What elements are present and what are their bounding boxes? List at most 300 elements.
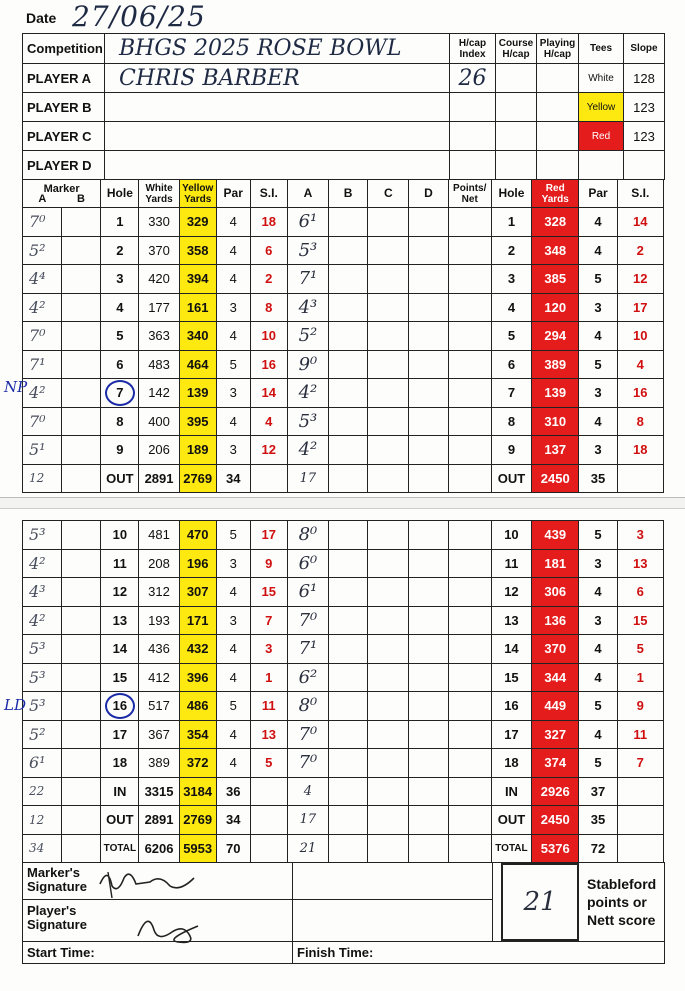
stroke-index: 5 [250, 749, 287, 778]
hole-number: 6 [101, 350, 139, 379]
hole-number-right: 5 [491, 322, 531, 351]
player-b-score [329, 635, 368, 664]
hole-row [23, 635, 664, 664]
points-net [448, 293, 491, 322]
player-a-total: 21 [287, 834, 328, 863]
hole-row [23, 749, 664, 778]
marker-b-score [62, 379, 101, 408]
hole-number: 4 [101, 293, 139, 322]
player-b-score [329, 322, 368, 351]
yellow-yards: 464 [179, 350, 216, 379]
hole-number: 2 [101, 236, 139, 265]
marker-b-score [62, 606, 101, 635]
red-yards: 389 [532, 350, 579, 379]
hole-number-right: 2 [491, 236, 531, 265]
points-total [448, 834, 491, 863]
white-total: 2891 [139, 464, 179, 493]
stroke-index: 10 [250, 322, 287, 351]
player-b-col-header: B [329, 180, 368, 208]
red-stroke-index: 9 [617, 692, 663, 721]
red-si-empty [617, 464, 663, 493]
finish-time-label: Finish Time: [293, 942, 665, 964]
marker-a-score: 4² [23, 379, 62, 408]
red-par: 4 [579, 635, 617, 664]
red-par: 5 [579, 692, 617, 721]
marker-b-score [62, 436, 101, 465]
red-stroke-index: 16 [617, 379, 663, 408]
player-d-total [409, 806, 448, 835]
score-value: 21 [523, 887, 557, 917]
red-par-header: Par [579, 180, 617, 208]
marker-a-score: 5² [23, 236, 62, 265]
red-stroke-index: 8 [617, 407, 663, 436]
red-si-empty [617, 806, 663, 835]
marker-total: 12 [23, 464, 62, 493]
red-yards: 344 [532, 663, 579, 692]
player-c-score [368, 265, 409, 294]
player-b-score [329, 692, 368, 721]
hole-number [101, 692, 139, 721]
marker-a-score: 4² [23, 606, 62, 635]
player-d-name [105, 151, 450, 180]
points-net [448, 265, 491, 294]
player-a-score: 6² [287, 663, 328, 692]
stroke-index: 1 [250, 663, 287, 692]
red-stroke-index: 10 [617, 322, 663, 351]
start-time-label: Start Time: [23, 942, 293, 964]
player-a-score: 6¹ [287, 578, 328, 607]
front-nine-table [22, 179, 664, 493]
hcap-index-header: H/cap Index [450, 34, 496, 64]
hole-number: 14 [101, 635, 139, 664]
hole-number-right: 3 [491, 265, 531, 294]
slope-header: Slope [624, 34, 665, 64]
hole-number-right: 15 [491, 663, 531, 692]
points-net [448, 208, 491, 237]
hole-number: 12 [101, 578, 139, 607]
points-header: Points/ Net [448, 180, 491, 208]
hole-number [101, 379, 139, 408]
player-a-label: PLAYER A [23, 64, 105, 93]
yellow-yards: 340 [179, 322, 216, 351]
red-stroke-index: 14 [617, 208, 663, 237]
hole-number-right: 6 [491, 350, 531, 379]
white-total: 2891 [139, 806, 179, 835]
yellow-yards: 161 [179, 293, 216, 322]
competition-label: Competition [23, 34, 105, 64]
points-net [448, 236, 491, 265]
par: 3 [216, 549, 250, 578]
hole-number: 1 [101, 208, 139, 237]
hole-number-right: 8 [491, 407, 531, 436]
yellow-yards: 372 [179, 749, 216, 778]
player-d-score [409, 720, 448, 749]
player-b-total [329, 777, 368, 806]
hole-number: 11 [101, 549, 139, 578]
player-a-score: 8⁰ [287, 692, 328, 721]
red-par: 3 [579, 379, 617, 408]
yellow-yards: 358 [179, 236, 216, 265]
red-yards: 136 [532, 606, 579, 635]
marker-a-score: 5¹ [23, 436, 62, 465]
player-a-score: 8⁰ [287, 521, 328, 550]
tee-yellow: Yellow [579, 93, 624, 122]
red-yards: 294 [532, 322, 579, 351]
player-a-hcap: 26 [450, 64, 496, 93]
red-yards: 385 [532, 265, 579, 294]
player-d-score [409, 549, 448, 578]
par-header: Par [216, 180, 250, 208]
hole-row [23, 293, 664, 322]
player-d-score [409, 521, 448, 550]
player-a-name: CHRIS BARBER [105, 64, 450, 93]
total-row [23, 777, 664, 806]
yellow-total: 2769 [179, 806, 216, 835]
white-yards: 412 [139, 663, 179, 692]
par: 3 [216, 293, 250, 322]
player-b-score [329, 521, 368, 550]
player-a-score: 7¹ [287, 635, 328, 664]
player-a-score: 5² [287, 322, 328, 351]
hole-number: 9 [101, 436, 139, 465]
marker-b-score [62, 208, 101, 237]
hole-row [23, 692, 664, 721]
player-c-label: PLAYER C [23, 122, 105, 151]
hole-number: 5 [101, 322, 139, 351]
player-c-score [368, 293, 409, 322]
red-stroke-index: 7 [617, 749, 663, 778]
player-c-score [368, 549, 409, 578]
yellow-yards: 432 [179, 635, 216, 664]
slope-empty [624, 151, 665, 180]
white-yards: 400 [139, 407, 179, 436]
total-row [23, 464, 664, 493]
player-a-course-hcap [496, 64, 537, 93]
stroke-index: 4 [250, 407, 287, 436]
slope-yellow: 123 [624, 93, 665, 122]
player-a-score: 4² [287, 436, 328, 465]
red-yards: 120 [532, 293, 579, 322]
hole-number: 8 [101, 407, 139, 436]
red-stroke-index: 11 [617, 720, 663, 749]
white-yards: 312 [139, 578, 179, 607]
points-total [448, 777, 491, 806]
player-c-score [368, 208, 409, 237]
player-a-col-header: A [287, 180, 328, 208]
marker-b-total [62, 464, 101, 493]
player-a-score: 6¹ [287, 208, 328, 237]
points-total [448, 464, 491, 493]
longest-drive-note: LD [4, 696, 26, 714]
marker-a-score: 4⁴ [23, 265, 62, 294]
par: 4 [216, 635, 250, 664]
marker-a-score: 5² [23, 720, 62, 749]
red-stroke-index: 15 [617, 606, 663, 635]
player-a-total: 4 [287, 777, 328, 806]
red-par: 5 [579, 749, 617, 778]
player-d-score [409, 749, 448, 778]
par: 4 [216, 720, 250, 749]
red-si-empty [617, 834, 663, 863]
player-d-score [409, 436, 448, 465]
marker-a-score: 4² [23, 293, 62, 322]
marker-a-score: 5³ [23, 663, 62, 692]
marker-header [23, 180, 101, 208]
marker-total: 22 [23, 777, 62, 806]
points-net [448, 379, 491, 408]
hole-row [23, 606, 664, 635]
par: 5 [216, 521, 250, 550]
hole-number: 15 [101, 663, 139, 692]
stroke-index: 16 [250, 350, 287, 379]
player-d-score [409, 663, 448, 692]
player-a-score: 9⁰ [287, 350, 328, 379]
marker-b-score [62, 635, 101, 664]
red-yards: 181 [532, 549, 579, 578]
playing-hcap-header: Playing H/cap [537, 34, 579, 64]
player-c-total [368, 834, 409, 863]
par-total: 34 [216, 806, 250, 835]
marker-b-score [62, 350, 101, 379]
red-yards: 374 [532, 749, 579, 778]
player-d-score [409, 350, 448, 379]
course-hcap-header: Course H/cap [496, 34, 537, 64]
player-a-score: 4³ [287, 293, 328, 322]
par-total: 34 [216, 464, 250, 493]
red-yards: 370 [532, 635, 579, 664]
marker-a-score: 7¹ [23, 350, 62, 379]
marker-b-score [62, 692, 101, 721]
hole-row [23, 265, 664, 294]
yellow-yards: 171 [179, 606, 216, 635]
player-b-course-hcap [496, 93, 537, 122]
marker-a-score: 4² [23, 549, 62, 578]
hole-number-right: 9 [491, 436, 531, 465]
points-net [448, 606, 491, 635]
par: 4 [216, 265, 250, 294]
player-d-playing-hcap [537, 151, 579, 180]
player-b-score [329, 436, 368, 465]
points-net [448, 350, 491, 379]
red-par: 3 [579, 436, 617, 465]
red-par: 4 [579, 407, 617, 436]
player-c-score [368, 635, 409, 664]
white-yards-header: White Yards [139, 180, 179, 208]
white-yards: 370 [139, 236, 179, 265]
player-b-score [329, 265, 368, 294]
tees-header: Tees [579, 34, 624, 64]
yellow-yards: 396 [179, 663, 216, 692]
hole-number-right: 11 [491, 549, 531, 578]
par: 4 [216, 407, 250, 436]
player-c-hcap [450, 122, 496, 151]
red-yards: 306 [532, 578, 579, 607]
player-a-score: 5³ [287, 236, 328, 265]
hole-row [23, 407, 664, 436]
player-d-score [409, 606, 448, 635]
hole-row [23, 350, 664, 379]
hole-row [23, 663, 664, 692]
marker-a-score: 7⁰ [23, 322, 62, 351]
marker-a-score: 7⁰ [23, 407, 62, 436]
stroke-index: 17 [250, 521, 287, 550]
player-c-score [368, 236, 409, 265]
back-nine-table [22, 520, 664, 863]
par: 4 [216, 749, 250, 778]
red-par-total: 37 [579, 777, 617, 806]
player-d-course-hcap [496, 151, 537, 180]
red-stroke-index: 17 [617, 293, 663, 322]
red-si-empty [617, 777, 663, 806]
slope-red: 123 [624, 122, 665, 151]
player-c-score [368, 663, 409, 692]
par-total: 70 [216, 834, 250, 863]
stroke-index: 3 [250, 635, 287, 664]
yellow-yards-header: Yellow Yards [179, 180, 216, 208]
red-yards: 310 [532, 407, 579, 436]
marker-b-header: B [77, 192, 85, 205]
player-d-score [409, 407, 448, 436]
score-box[interactable] [501, 863, 579, 941]
tee-empty [579, 151, 624, 180]
red-yards: 439 [532, 521, 579, 550]
red-par: 4 [579, 322, 617, 351]
hole-number-right: 18 [491, 749, 531, 778]
marker-b-score [62, 236, 101, 265]
total-row [23, 834, 664, 863]
par: 3 [216, 606, 250, 635]
player-b-score [329, 350, 368, 379]
white-yards: 420 [139, 265, 179, 294]
marker-b-score [62, 720, 101, 749]
marker-a-score: 4³ [23, 578, 62, 607]
hole-row [23, 578, 664, 607]
hole-number: 3 [101, 265, 139, 294]
card-fold [0, 497, 685, 509]
yellow-yards: 189 [179, 436, 216, 465]
player-b-score [329, 208, 368, 237]
yellow-yards: 329 [179, 208, 216, 237]
hole-number-right: 17 [491, 720, 531, 749]
points-net [448, 521, 491, 550]
red-stroke-index: 5 [617, 635, 663, 664]
hole-header-right: Hole [491, 180, 531, 208]
player-d-total [409, 464, 448, 493]
player-a-score: 7⁰ [287, 606, 328, 635]
player-a-score: 6⁰ [287, 549, 328, 578]
red-par: 4 [579, 208, 617, 237]
player-c-total [368, 777, 409, 806]
date-value: 27/06/25 [72, 0, 206, 33]
marker-header-label: Marker [43, 182, 80, 195]
white-yards: 483 [139, 350, 179, 379]
red-par-total: 35 [579, 464, 617, 493]
si-header: S.I. [250, 180, 287, 208]
stroke-index: 2 [250, 265, 287, 294]
total-label-right: OUT [491, 464, 531, 493]
par: 3 [216, 379, 250, 408]
player-a-score: 4² [287, 379, 328, 408]
red-si-header: S.I. [617, 180, 663, 208]
marker-signature-scribble [90, 864, 200, 898]
white-yards: 142 [139, 379, 179, 408]
par: 4 [216, 578, 250, 607]
competition-value: BHGS 2025 ROSE BOWL [105, 34, 450, 64]
hole-header: Hole [101, 180, 139, 208]
hole-row [23, 549, 664, 578]
player-b-name [105, 93, 450, 122]
player-d-score [409, 692, 448, 721]
red-total: 2450 [532, 464, 579, 493]
marker-a-score: 7⁰ [23, 208, 62, 237]
player-a-score: 5³ [287, 407, 328, 436]
player-a-score: 7¹ [287, 265, 328, 294]
player-d-col-header: D [409, 180, 448, 208]
total-label-right: TOTAL [491, 834, 531, 863]
points-total [448, 806, 491, 835]
marker-a-score: 5³ [23, 521, 62, 550]
hole-number-right: 14 [491, 635, 531, 664]
player-d-score [409, 236, 448, 265]
player-d-hcap [450, 151, 496, 180]
red-stroke-index: 2 [617, 236, 663, 265]
marker-b-score [62, 749, 101, 778]
yellow-yards: 307 [179, 578, 216, 607]
player-signature-text: Player's Signature [27, 903, 87, 933]
hole-row [23, 236, 664, 265]
player-d-total [409, 834, 448, 863]
red-par-total: 35 [579, 806, 617, 835]
player-signature-scribble [128, 906, 208, 946]
marker-total: 12 [23, 806, 62, 835]
player-b-total [329, 806, 368, 835]
red-stroke-index: 12 [617, 265, 663, 294]
player-c-score [368, 436, 409, 465]
red-stroke-index: 18 [617, 436, 663, 465]
hole-number: 18 [101, 749, 139, 778]
nearest-pin-note: NP [4, 378, 28, 396]
points-net [448, 407, 491, 436]
par: 4 [216, 236, 250, 265]
hole-number-right: 4 [491, 293, 531, 322]
marker-a-score: 6¹ [23, 749, 62, 778]
player-d-label: PLAYER D [23, 151, 105, 180]
player-a-playing-hcap [537, 64, 579, 93]
hole-circle-7: 7 [105, 380, 135, 406]
player-c-total [368, 464, 409, 493]
player-c-col-header: C [368, 180, 409, 208]
white-yards: 481 [139, 521, 179, 550]
player-b-total [329, 464, 368, 493]
marker-b-total [62, 806, 101, 835]
total-label: IN [101, 777, 139, 806]
hole-number: 13 [101, 606, 139, 635]
player-c-score [368, 578, 409, 607]
hole-row [23, 322, 664, 351]
hole-number: 17 [101, 720, 139, 749]
stroke-index: 12 [250, 436, 287, 465]
tee-red: Red [579, 122, 624, 151]
white-yards: 193 [139, 606, 179, 635]
yellow-total: 5953 [179, 834, 216, 863]
total-label-right: OUT [491, 806, 531, 835]
player-b-score [329, 407, 368, 436]
points-net [448, 692, 491, 721]
red-stroke-index: 3 [617, 521, 663, 550]
player-a-total: 17 [287, 464, 328, 493]
score-section [493, 863, 665, 942]
player-c-score [368, 350, 409, 379]
